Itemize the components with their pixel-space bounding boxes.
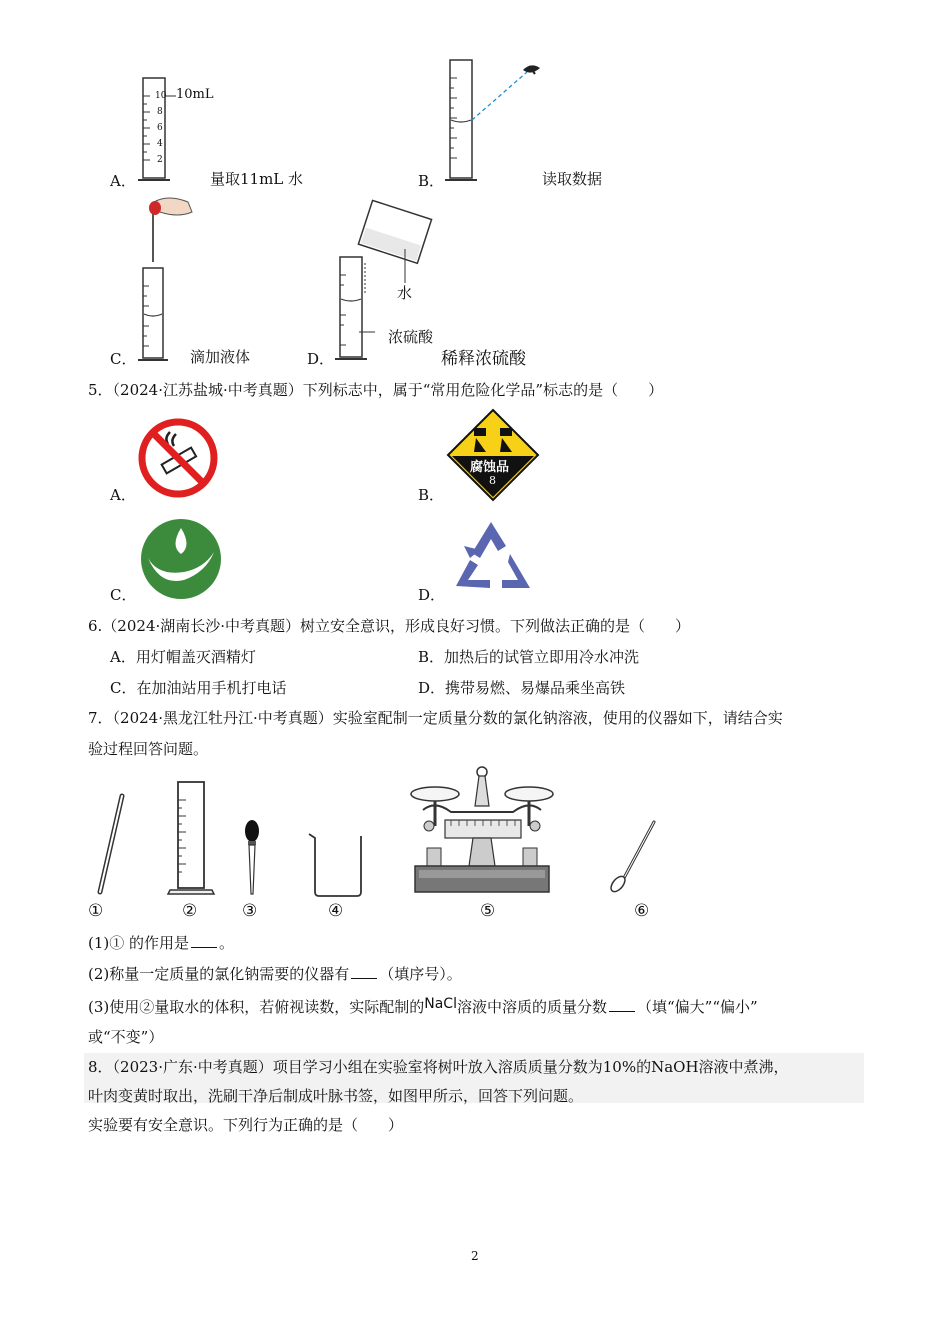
q7-sub2-text: (2)称量一定质量的氯化钠需要的仪器有 (88, 965, 350, 983)
apparatus-label-4: ④ (328, 901, 344, 921)
q4-option-c-letter: C． (110, 350, 137, 368)
water-saving-sign-icon (140, 518, 222, 600)
q7-sub3-nacl: NaCl (424, 996, 457, 1012)
corrosive-sign-icon (446, 408, 540, 502)
q8-stem-line1: 8．（2023·广东·中考真题）项目学习小组在实验室将树叶放入溶质质量分数为10%的NaOH溶液中煮沸， (88, 1058, 789, 1076)
q7-sub3-text2: 溶液中溶质的质量分数 (456, 998, 607, 1016)
q4-option-c-caption: 滴加液体 (190, 348, 251, 366)
q7-sub2 (88, 963, 462, 984)
q7-stem-line1: 7．（2024·黑龙江牡丹江·中考真题）实验室配制一定质量分数的氯化钠溶液，使用的仪器如下，请结合实 (88, 709, 783, 727)
balance-figure (405, 766, 561, 898)
page-number: 2 (471, 1249, 479, 1263)
q7-sub1-text: (1)① 的作用是 (88, 934, 190, 952)
q7-sub3-text: (3)使用②量取水的体积，若俯视读数，实际配制的 (88, 998, 425, 1016)
q5-option-c-letter: C． (110, 586, 137, 604)
q7-sub2-blank[interactable] (351, 964, 377, 979)
q5-option-a-letter: A． (110, 486, 136, 504)
q6-option-c: C．在加油站用手机打电话 (110, 679, 287, 697)
q4-option-d-letter: D． (307, 350, 335, 368)
corrosive-sign-number: 8 (489, 474, 496, 487)
q7-sub3 (88, 996, 758, 1017)
apparatus-label-1: ① (88, 901, 104, 921)
q7-stem-line2: 验过程回答问题。 (88, 740, 209, 758)
q5-stem: 5．（2024·江苏盐城·中考真题）下列标志中，属于“常用危险化学品”标志的是（ ） (88, 381, 664, 399)
corrosive-sign-text: 腐蚀品 (470, 460, 510, 475)
measuring-cylinder-figure (166, 780, 220, 898)
q6-option-d: D．携带易燃、易爆品乘坐高铁 (418, 679, 626, 697)
cylinder-a-tick-2: 2 (157, 155, 163, 165)
dilution-water-label: 水 (397, 284, 413, 302)
q7-sub3-text3: （填“偏大”“偏小” (636, 998, 758, 1016)
q6-option-b: B．加热后的试管立即用冷水冲洗 (418, 648, 640, 666)
q6-stem: 6.（2024·湖南长沙·中考真题）树立安全意识，形成良好习惯。下列做法正确的是（ ） (88, 617, 691, 635)
apparatus-label-6: ⑥ (634, 901, 650, 921)
apparatus-label-2: ② (182, 901, 198, 921)
dilution-acid-label: 浓硫酸 (388, 328, 434, 346)
q8-sub-question: 实验要有安全意识。下列行为正确的是（ ） (88, 1116, 404, 1134)
beaker-figure (305, 832, 369, 898)
q5-option-d-letter: D． (418, 586, 446, 604)
q7-sub1-blank[interactable] (191, 933, 217, 948)
q4-option-a-caption: 量取11mL 水 (210, 170, 304, 188)
q7-sub3-line2: 或“不变”） (88, 1028, 164, 1046)
q4-option-b-caption: 读取数据 (542, 170, 603, 188)
graduated-cylinder-b-figure (445, 58, 555, 183)
q5-option-b-letter: B． (418, 486, 445, 504)
cylinder-a-tick-8: 8 (157, 107, 163, 117)
apparatus-label-5: ⑤ (480, 901, 496, 921)
q4-option-d-caption: 稀释浓硫酸 (441, 349, 526, 369)
cylinder-a-tick-10: 10 (155, 91, 167, 101)
cylinder-a-scale-label: 10mL (176, 87, 214, 102)
q4-option-a-letter: A． (110, 172, 136, 190)
apparatus-label-3: ③ (242, 901, 258, 921)
q7-sub1-end: 。 (219, 934, 235, 952)
q7-sub3-blank[interactable] (609, 997, 635, 1012)
glass-rod-figure (92, 792, 132, 898)
dropper-cylinder-c-figure (138, 196, 208, 366)
q8-stem-line2: 叶肉变黄时取出，洗刷干净后制成叶脉书签，如图甲所示，回答下列问题。 (88, 1087, 584, 1105)
q7-sub2-end: （填序号）。 (379, 965, 462, 983)
cylinder-a-tick-4: 4 (157, 139, 163, 149)
dropper-figure (242, 820, 262, 898)
cylinder-a-tick-6: 6 (157, 123, 163, 133)
q4-option-b-letter: B． (418, 172, 445, 190)
recycle-sign-icon (446, 518, 536, 592)
spoon-figure (608, 818, 660, 896)
no-smoking-sign-icon (138, 418, 218, 498)
q6-option-a: A．用灯帽盖灭酒精灯 (110, 648, 256, 666)
q7-sub1 (88, 932, 234, 953)
